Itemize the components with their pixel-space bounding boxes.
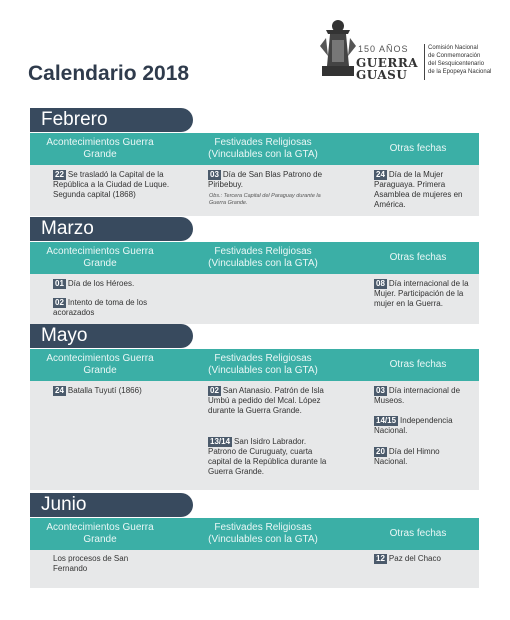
column-header-band bbox=[30, 242, 479, 274]
event-entry bbox=[53, 554, 133, 574]
event-text: Día de la Mujer Paraguaya. Primera Asamblea de mujeres en América. bbox=[374, 170, 463, 209]
other-entry bbox=[374, 279, 474, 309]
col-header-other: Otras fechas bbox=[389, 359, 447, 370]
col-header-religious: Festivades Religiosas (Vinculables con la GTA) bbox=[208, 353, 318, 376]
month-title-junio: Junio bbox=[30, 493, 193, 517]
religious-entry bbox=[208, 386, 330, 416]
logo-org-line: de Conmemoración bbox=[428, 53, 481, 59]
event-text: Día internacional de la Mujer. Participación de la mujer en la Guerra. bbox=[374, 279, 469, 308]
logo-org-line: Comisión Nacional bbox=[428, 45, 479, 51]
date-badge: 03 bbox=[376, 386, 385, 395]
event-text: Los procesos de San Fernando bbox=[53, 554, 129, 573]
event-text: Día internacional de Museos. bbox=[374, 386, 461, 405]
month-title-marzo: Marzo bbox=[30, 217, 193, 241]
logo-organization bbox=[428, 44, 500, 76]
date-badge: 20 bbox=[376, 447, 385, 456]
event-text: Día de San Blas Patrono de Piribebuy. bbox=[208, 170, 323, 189]
religious-entry bbox=[208, 170, 330, 190]
emblem-icon bbox=[318, 16, 358, 80]
date-badge: 12 bbox=[376, 554, 385, 563]
logo-org-line: de la Epopeya Nacional bbox=[428, 69, 492, 75]
event-entry bbox=[53, 170, 178, 200]
col-header-other: Otras fechas bbox=[389, 252, 447, 263]
event-text: Intento de toma de los acorazados bbox=[53, 298, 148, 317]
event-text: Día de los Héroes. bbox=[67, 279, 135, 288]
other-entry bbox=[374, 554, 474, 564]
event-text: San Isidro Labrador. Patrono de Curuguaty, cuarta capital de la República durante la Guerra Grande. bbox=[208, 437, 327, 476]
date-badge: 13/14 bbox=[210, 437, 231, 446]
entry-note: Obs.: Tercera Capital del Paraguay durante la Guerra Grande. bbox=[209, 193, 321, 206]
page-title: Calendario 2018 bbox=[28, 62, 190, 85]
date-badge: 22 bbox=[55, 170, 64, 179]
other-entry bbox=[374, 170, 474, 210]
religious-entry bbox=[208, 437, 330, 477]
event-entry bbox=[53, 279, 178, 289]
col-header-religious: Festivades Religiosas (Vinculables con la GTA) bbox=[208, 137, 318, 160]
logo-org-line: del Sesquicentenario bbox=[428, 61, 485, 67]
month-title-mayo: Mayo bbox=[30, 324, 193, 348]
date-badge: 24 bbox=[376, 170, 385, 179]
event-text: Paz del Chaco bbox=[388, 554, 441, 563]
month-title-febrero: Febrero bbox=[30, 108, 193, 132]
column-header-band bbox=[30, 518, 479, 550]
logo-line1: GUERRA bbox=[356, 56, 419, 70]
date-badge: 02 bbox=[55, 298, 64, 307]
date-badge: 02 bbox=[210, 386, 219, 395]
event-text: San Atanasio. Patrón de Isla Umbú a pedido del Mcal. López durante la Guerra Grande. bbox=[208, 386, 324, 415]
col-header-other: Otras fechas bbox=[389, 528, 447, 539]
col-header-events: Acontecimientos Guerra Grande bbox=[46, 246, 154, 269]
col-header-religious: Festivades Religiosas (Vinculables con la GTA) bbox=[208, 522, 318, 545]
date-badge: 14/15 bbox=[376, 416, 397, 425]
event-text: Día del Himno Nacional. bbox=[374, 447, 440, 466]
other-entry bbox=[374, 447, 474, 467]
logo-anniversary: 150 AÑOS bbox=[358, 44, 409, 54]
col-header-religious: Festivades Religiosas (Vinculables con la GTA) bbox=[208, 246, 318, 269]
event-entry bbox=[53, 298, 173, 318]
event-text: Batalla Tuyutí (1866) bbox=[67, 386, 142, 395]
event-text: Independencia Nacional. bbox=[374, 416, 453, 435]
logo-divider bbox=[424, 44, 425, 80]
date-badge: 24 bbox=[55, 386, 64, 395]
other-entry bbox=[374, 416, 474, 436]
column-header-band bbox=[30, 133, 479, 165]
date-badge: 03 bbox=[210, 170, 219, 179]
logo-line2: GUASU bbox=[356, 68, 408, 82]
event-text: Se trasladó la Capital de la República a la Ciudad de Luque. Segunda capital (1868) bbox=[53, 170, 170, 199]
col-header-events: Acontecimientos Guerra Grande bbox=[46, 522, 154, 545]
date-badge: 08 bbox=[376, 279, 385, 288]
date-badge: 01 bbox=[55, 279, 64, 288]
event-entry bbox=[53, 386, 178, 396]
col-header-events: Acontecimientos Guerra Grande bbox=[46, 353, 154, 376]
column-header-band bbox=[30, 349, 479, 381]
col-header-events: Acontecimientos Guerra Grande bbox=[46, 137, 154, 160]
logo bbox=[318, 14, 498, 84]
other-entry bbox=[374, 386, 474, 406]
col-header-other: Otras fechas bbox=[389, 143, 447, 154]
